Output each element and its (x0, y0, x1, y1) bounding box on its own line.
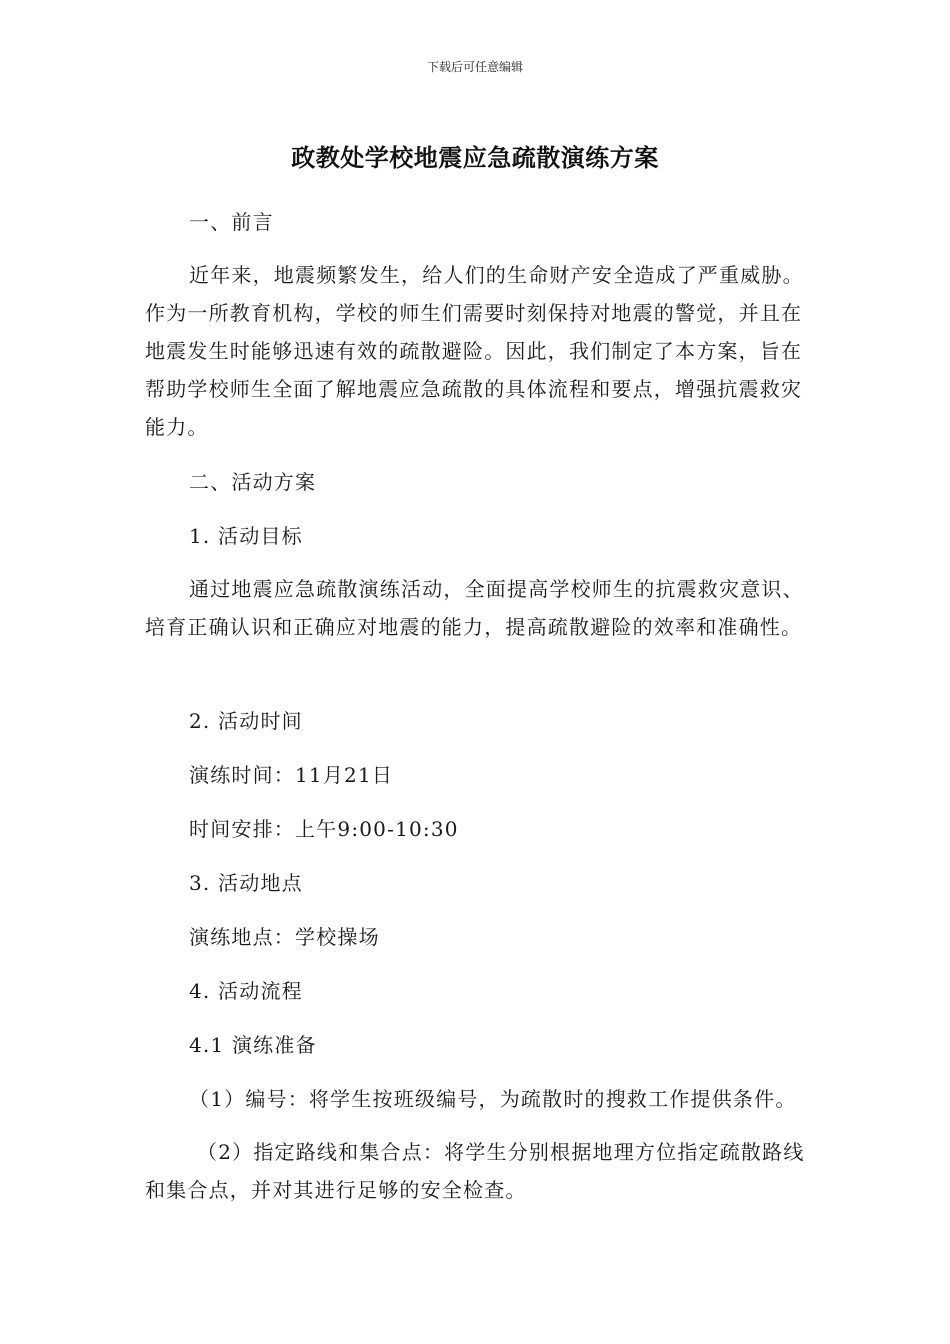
list-item-1: （1）编号：将学生按班级编号，为疏散时的搜救工作提供条件。 (189, 1087, 797, 1111)
subheading-goal: 1. 活动目标 (189, 524, 303, 548)
subheading-place: 3. 活动地点 (189, 871, 303, 895)
goal-paragraph: 通过地震应急疏散演练活动，全面提高学校师生的抗震救灾意识、培育正确认识和正确应对地震的能力，提高疏散避险的效率和准确性。 (145, 577, 804, 639)
header-note: 下载后可任意编辑 (426, 60, 523, 74)
subheading-time: 2. 活动时间 (189, 709, 303, 733)
drill-place-text: 演练地点：学校操场 (189, 925, 380, 949)
page-title: 政教处学校地震应急疏散演练方案 (291, 144, 659, 172)
drill-time-text: 演练时间：11月21日 (189, 763, 394, 787)
section-heading-plan: 二、活动方案 (189, 470, 317, 494)
subheading-prep: 4.1 演练准备 (189, 1033, 317, 1057)
subheading-flow: 4. 活动流程 (189, 979, 303, 1003)
section-heading-preface: 一、前言 (189, 210, 274, 234)
preface-paragraph: 近年来，地震频繁发生，给人们的生命财产安全造成了严重威胁。作为一所教育机构，学校的师生们需要时刻保持对地震的警觉，并且在地震发生时能够迅速有效的疏散避险。因此，我们制定了本方案，旨在帮助学校师生全面了解地震应急疏散的具体流程和要点，增强抗震救灾能力。 (145, 263, 804, 439)
schedule-text: 时间安排：上午9:00-10:30 (189, 817, 459, 841)
list-item-2: （2）指定路线和集合点：将学生分别根据地理方位指定疏散路线和集合点，并对其进行足够的安全检查。 (145, 1140, 805, 1202)
